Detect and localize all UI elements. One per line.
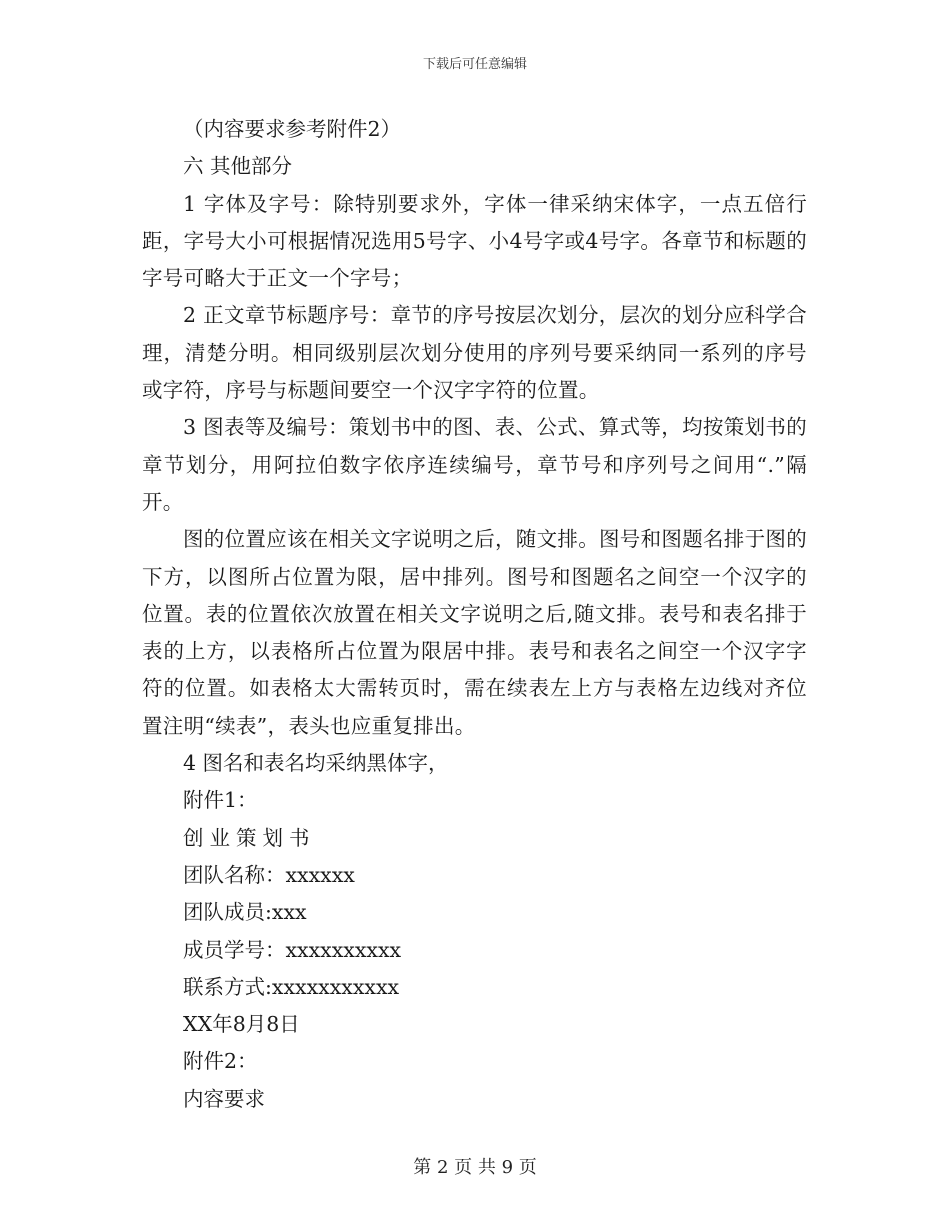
- student-ids-field: 成员学号：xxxxxxxxxx: [183, 937, 402, 962]
- appendix-2-title: 内容要求: [183, 1086, 265, 1111]
- document-body: [142, 111, 807, 1118]
- item-3-figure-numbering: 3 图表等及编号：策划书中的图、表、公式、算式等，均按策划书的章节划分，用阿拉伯数字依序连续编号，章节号和序列号之间用“.”隔开。: [142, 415, 807, 514]
- team-members-field: 团队成员:xxx: [183, 900, 307, 925]
- page-header: 下载后可任意编辑: [422, 57, 527, 72]
- item-4-font-rule: 4 图名和表名均采纳黑体字，: [183, 751, 449, 776]
- team-name-field: 团队名称：xxxxxx: [183, 862, 355, 887]
- page-number-footer: 第 2 页 共 9 页: [413, 1157, 537, 1178]
- item-2-heading-numbering: 2 正文章节标题序号：章节的序号按层次划分，层次的划分应科学合理，清楚分明。相同级别层次划分使用的序列号要采纳同一系列的序号或字符，序号与标题间要空一个汉字字符的位置。: [142, 303, 807, 403]
- date-line: XX年8月8日: [183, 1012, 300, 1037]
- section-six-heading: 六 其他部分: [183, 154, 293, 179]
- contact-field: 联系方式:xxxxxxxxxxx: [183, 974, 400, 999]
- appendix-2-label: 附件2：: [183, 1049, 258, 1074]
- appendix-1-title: 创业策划书: [183, 825, 316, 850]
- figure-table-placement-paragraph: 图的位置应该在相关文字说明之后，随文排。图号和图题名排于图的下方，以图所占位置为限，居中排列。图号和图题名之间空一个汉字的位置。表的位置依次放置在相关文字说明之后,随文排。表号和表名排于表的上方，以表格所占位置为限居中排。表号和表名之间空一个汉字字符的位置。如表格太大需转页时，需在续表左上方与表格左边线对齐位置注明“续表”，表头也应重复排出。: [142, 527, 807, 738]
- item-1-font-size: 1 字体及字号：除特别要求外，字体一律采纳宋体字，一点五倍行距，字号大小可根据情况选用5号字、小4号字或4号字。各章节和标题的字号可略大于正文一个字号；: [142, 191, 807, 291]
- reference-note: （内容要求参考附件2）: [183, 117, 402, 141]
- appendix-1-label: 附件1：: [183, 788, 258, 813]
